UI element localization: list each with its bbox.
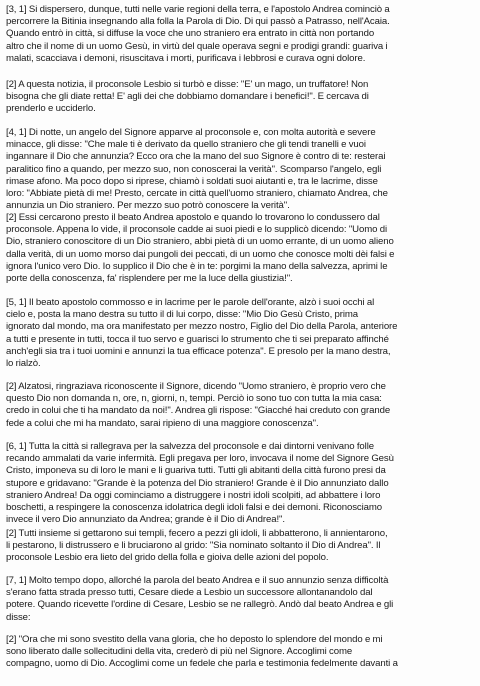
text-line: questo Dio non domanda n, ore, n, giorni, n, tempi. Perciò io sono tuo con tutta la mia casa: xyxy=(6,393,382,405)
text-line: [2] Alzatosi, ringraziava riconoscente il Signore, dicendo "Uomo straniero, è proprio vero che xyxy=(6,381,386,392)
text-line: ingannare il Dio che annunzia? Ecco ora che la mano del suo Signore è contro di te: resterai xyxy=(6,151,386,163)
text-line: [6, 1] Tutta la città si rallegrava per la salvezza del proconsole e dai dintorni venivano folle xyxy=(6,441,374,452)
text-line: Quando entrò in città, si diffuse la voce che uno straniero era entrato in città non portando xyxy=(6,28,375,40)
text-line: altro che il nome di un uomo Gesù, in virtù del quale operava segni e prodigi grandi: guariva i xyxy=(6,40,388,52)
text-line: [2] A questa notizia, il proconsole Lesbio si turbò e disse: "E' un mago, un truffatore! Non xyxy=(6,79,369,90)
text-line: [2] Tutti insieme si gettarono sui templi, fecero a pezzi gli idoli, li abbatterono, li annientarono, xyxy=(6,528,388,539)
text-line: percorrere la Bitinia insegnando alla folla la Parola di Dio. Di qui passò a Patrasso, nell'Acaia. xyxy=(6,16,390,28)
paragraph-4-1 xyxy=(6,127,478,212)
text-line: [2] Essi cercarono presto il beato Andrea apostolo e quando lo trovarono lo condussero dal xyxy=(6,212,380,223)
text-line: sono liberato dalle sollecitudini della vita, crederò di più nel Signore. Accoglimi come xyxy=(6,646,353,658)
paragraph-5-1 xyxy=(6,297,478,370)
paragraph-4-2 xyxy=(6,212,478,285)
text-line: ignora l'unico vero Dio. Io supplico il Dio che è in te: porgimi la mano della salvezza, aprimi le xyxy=(6,260,388,272)
text-line: anch'egli sia tra i tuoi uomini e annunzi la tua efficace potenza". E presolo per la mano destra, xyxy=(6,345,391,357)
text-line: [2] "Ora che mi sono svestito della vana gloria, che ho deposto lo splendore del mondo e mi xyxy=(6,634,383,645)
text-line: loro: "Abbiate pietà di me! Presto, cercate in città quell'uomo straniero, chiamato Andrea, che xyxy=(6,188,388,200)
text-line: potere. Quando ricevette l'ordine di Cesare, Lesbio se ne rallegrò. Andò dal beato Andrea e gli xyxy=(6,599,394,611)
paragraph-5-2 xyxy=(6,381,478,430)
text-line: fede a colui che mi ha mandato, sarai ripieno di una maggiore conoscenza". xyxy=(6,417,319,429)
text-line: paralitico fino a quando, per mezzo suo, non conoscerai la verità". Scomparso l'angelo, egli xyxy=(6,163,382,175)
text-line: li pestarono, li distrussero e li bruciarono al grido: "Sia nominato soltanto il Dio di Andrea". Il xyxy=(6,540,381,552)
text-line: bisogna che gli diate retta! E' agli dei che dobbiamo domandare i benefici!". E cercava di xyxy=(6,91,369,103)
paragraph-7-1 xyxy=(6,575,478,624)
text-line: invece il vero Dio annunziato da Andrea; grande è il Dio di Andrea!". xyxy=(6,514,285,526)
text-line: recando ammalati da varie infermità. Egli pregava per loro, invocava il nome del Signore Gesù xyxy=(6,453,394,465)
paragraph-6-2 xyxy=(6,528,478,565)
text-line: lo rialzò. xyxy=(6,358,41,370)
text-line: minacce, gli disse: "Che male ti è derivato da quello straniero che gli tendi tranelli e vuoi xyxy=(6,139,366,151)
text-line: [3, 1] Si dispersero, dunque, tutti nelle varie regioni della terra, e l'apostolo Andrea cominciò a xyxy=(6,4,390,15)
text-line: prenderlo e ucciderlo. xyxy=(6,103,96,115)
text-line: cielo e, posta la mano destra su tutto il di lui corpo, disse: "Mio Dio Gesù Cristo, prima xyxy=(6,309,358,321)
text-line: [7, 1] Molto tempo dopo, allorché la parola del beato Andrea e il suo annunzio senza difficoltà xyxy=(6,575,389,586)
text-line: porte della conoscenza, fa' risplendere per me la luce della giustizia!". xyxy=(6,273,293,285)
text-line: ignorato dal mondo, ma ora manifestato per mezzo nostro, Figlio del Dio della Parola, anteriore xyxy=(6,321,398,333)
text-line: annunzia un Dio straniero. Per mezzo suo potrò conoscere la verità". xyxy=(6,200,290,212)
text-line: malati, scacciava i demoni, risuscitava i morti, purificava i lebbrosi e curava ogni dolore. xyxy=(6,52,366,64)
text-line: Dio, straniero conoscitore di un Dio straniero, abbi pietà di un uomo errante, di un uomo alieno xyxy=(6,236,394,248)
text-line: credo in colui che ti ha mandato da noi!". Andrea gli rispose: "Giacché hai creduto con grande xyxy=(6,405,391,417)
text-line: Cristo, imponeva su di loro le mani e li guariva tutti. Tutti gli abitanti della città furono presi da xyxy=(6,465,386,477)
text-line: s'erano fatta strada presso tutti, Cesare diede a Lesbio un successore allontanandolo dal xyxy=(6,587,373,599)
paragraph-7-2 xyxy=(6,634,478,671)
text-line: dalla verità, di un uomo morso dai pungoli dei peccati, di un uomo che conosce molti dèi falsi e xyxy=(6,248,395,260)
text-line: [5, 1] Il beato apostolo commosso e in lacrime per le parole dell'orante, alzò i suoi occhi al xyxy=(6,297,375,308)
text-line: a tutti e presente in tutti, tocca il tuo servo e guarisci lo strumento che ti sei preparato affinché xyxy=(6,333,389,345)
text-line: straniero Andrea! Da oggi cominciamo a distruggere i nostri idoli scolpiti, ad abbattere i loro xyxy=(6,489,381,501)
text-line: stupore e gridavano: "Grande è la potenza del Dio straniero! Grande è il Dio annunziato dallo xyxy=(6,477,389,489)
paragraph-6-1 xyxy=(6,441,478,526)
text-line: proconsole Lesbio era lieto del grido della folla e gioiva delle azioni del popolo. xyxy=(6,552,329,564)
text-line: rimase afono. Ma poco dopo si riprese, chiamò i soldati suoi aiutanti e, tra le lacrime, disse xyxy=(6,175,378,187)
paragraph-3-1 xyxy=(6,4,478,65)
text-line: [4, 1] Di notte, un angelo del Signore apparve al proconsole e, con molta autorità e severe xyxy=(6,127,376,138)
text-line: boschetti, a respingere la conoscenza idolatrica degli idoli falsi e dei demoni. Riconosciamo xyxy=(6,502,382,514)
text-line: proconsole. Appena lo vide, il proconsole cadde ai suoi piedi e lo supplicò dicendo: "Uomo di xyxy=(6,224,387,236)
text-line: compagno, uomo di Dio. Accoglimi come un fedele che parla e testimonia fedelmente davanti a xyxy=(6,658,398,670)
text-line: disse: xyxy=(6,611,31,623)
paragraph-3-2 xyxy=(6,79,478,116)
